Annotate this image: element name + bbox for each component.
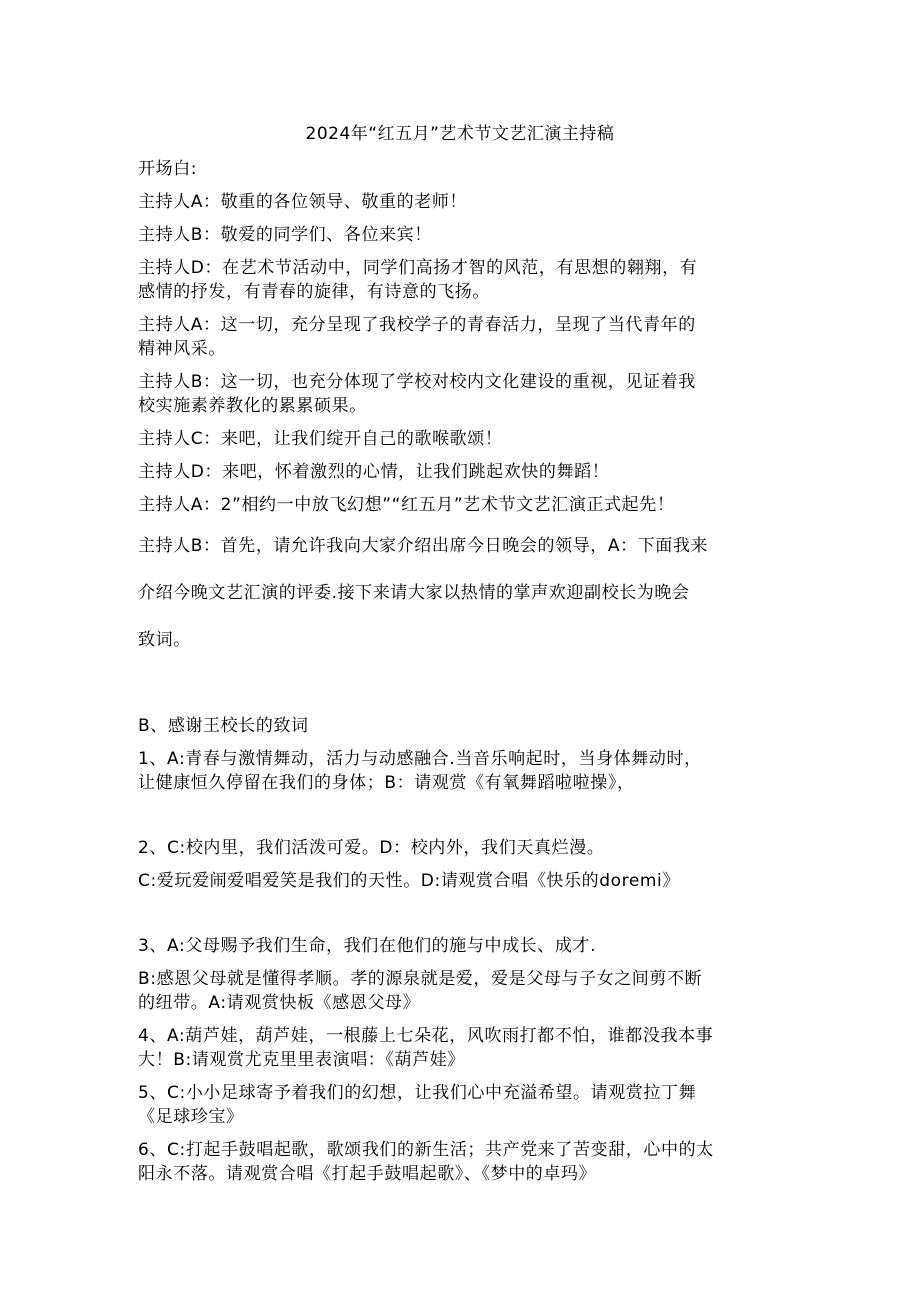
text-line: 致词。 — [138, 630, 191, 650]
text-line: 阳永不落。请观赏合唱《打起手鼓唱起歌》、《梦中的卓玛》 — [138, 1164, 597, 1184]
text-line: 让健康恒久停留在我们的身体；B：请观赏《有氧舞蹈啦啦操》， — [138, 773, 635, 793]
text-line: B:感恩父母就是懂得孝顺。孝的源泉就是爱，爱是父母与子女之间剪不断 — [138, 969, 703, 989]
text-line: 大！B:请观赏尤克里里表演唱：《葫芦娃》 — [138, 1050, 465, 1070]
section-heading: B、感谢王校长的致词 — [138, 716, 309, 736]
text-line: 主持人A：这一切，充分呈现了我校学子的青春活力，呈现了当代青年的 — [138, 315, 696, 335]
text-line: 《足球珍宝》 — [138, 1107, 244, 1127]
document-title: 2024年“红五月”艺术节文艺汇演主持稿 — [305, 124, 615, 144]
text-line: 5、C:小小足球寄予着我们的幻想，让我们心中充溢希望。请观赏拉丁舞 — [138, 1083, 697, 1103]
text-line: 的纽带。A:请观赏快板《感恩父母》 — [138, 993, 421, 1013]
opening-heading: 开场白: — [138, 159, 198, 179]
text-line: 3、A:父母赐予我们生命，我们在他们的施与中成长、成才. — [138, 936, 597, 956]
text-line: 主持人D：来吧，怀着激烈的心情，让我们跳起欢快的舞蹈！ — [138, 462, 610, 482]
text-line: 主持人B：首先，请允许我向大家介绍出席今日晚会的领导，A：下面我来 — [138, 536, 709, 556]
text-line: 4、A:葫芦娃，葫芦娃，一根藤上七朵花，风吹雨打都不怕，谁都没我本事 — [138, 1026, 714, 1046]
text-line: 主持人A：敬重的各位领导、敬重的老师！ — [138, 192, 468, 212]
text-line: 感情的抒发，有青春的旋律，有诗意的飞扬。 — [138, 282, 490, 302]
text-line: 精神风采。 — [138, 339, 226, 359]
text-line: 主持人A：2”相约一中放飞幻想”“红五月”艺术节文艺汇演正式起先！ — [138, 495, 675, 515]
text-line: 校实施素养教化的累累硕果。 — [138, 396, 367, 416]
text-line: 主持人B：敬爱的同学们、各位来宾！ — [138, 225, 432, 245]
text-line: 主持人B：这一切，也充分体现了学校对校内文化建设的重视，见证着我 — [138, 372, 696, 392]
text-line: 6、C:打起手鼓唱起歌，歌颂我们的新生活；共产党来了苦变甜，心中的太 — [138, 1140, 714, 1160]
text-line: 主持人C：来吧，让我们绽开自己的歌喉歌颂！ — [138, 429, 503, 449]
text-line: 1、A:青春与激情舞动，活力与动感融合.当音乐响起时，当身体舞动时， — [138, 749, 702, 769]
text-line: 主持人D：在艺术节活动中，同学们高扬才智的风范，有思想的翱翔，有 — [138, 258, 698, 278]
text-line: 2、C:校内里，我们活泼可爱。D：校内外，我们天真烂漫。 — [138, 838, 605, 858]
text-line: C:爱玩爱闹爱唱爱笑是我们的天性。D:请观赏合唱《快乐的doremi》 — [138, 871, 680, 891]
text-line: 介绍今晚文艺汇演的评委.接下来请大家以热情的掌声欢迎副校长为晚会 — [138, 583, 690, 603]
